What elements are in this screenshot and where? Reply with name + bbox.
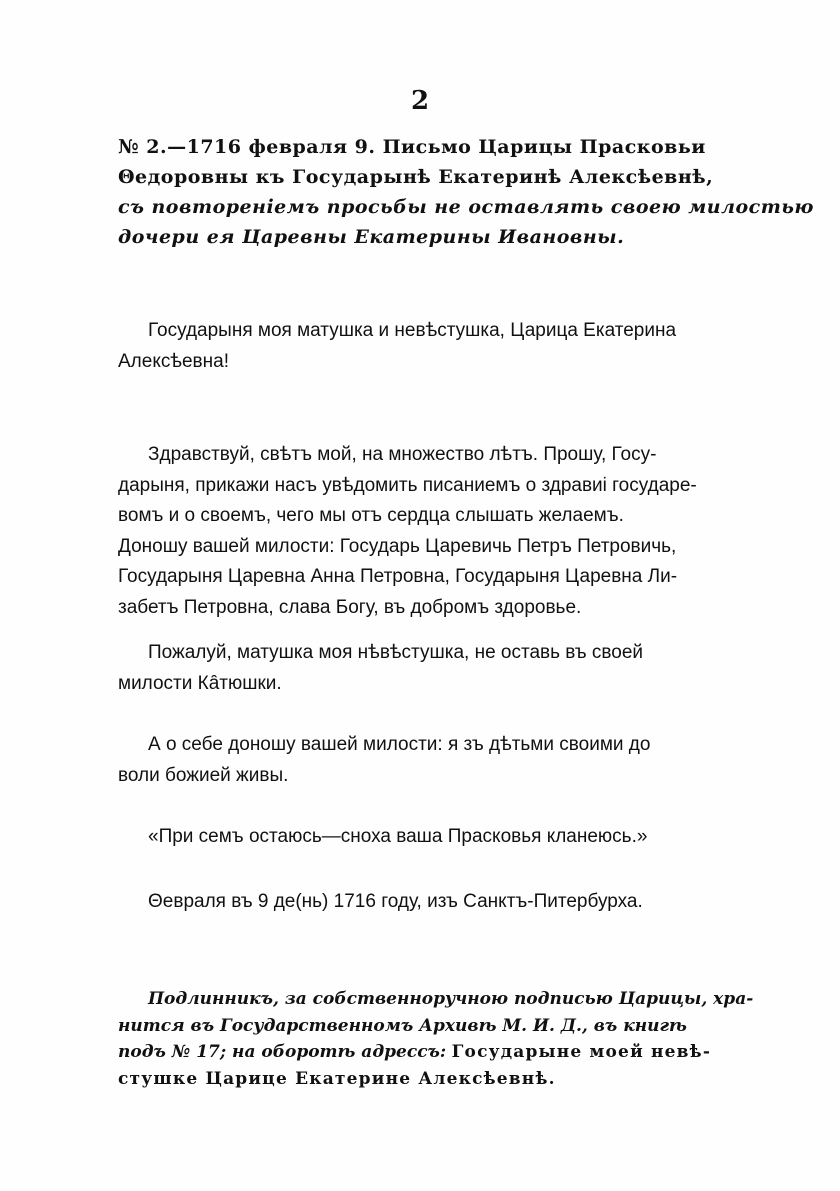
footnote-line-3-address: Государыне моей невѣ- — [451, 1042, 712, 1062]
main-line-4: Доношу вашей милости: Государь Царевичь Петръ Петровичь, — [118, 535, 677, 557]
greeting-paragraph — [118, 316, 678, 377]
main-line-1: Здравствуй, свѣтъ мой, на множество лѣтъ. Прошу, Госу- — [148, 444, 657, 465]
self-paragraph — [118, 730, 678, 791]
request-line-1: Пожалуй, матушка моя нѣвѣстушка, не оставь въ своей — [148, 642, 644, 663]
main-paragraph — [118, 440, 697, 623]
main-line-6: забетъ Петровна, слава Богу, въ добромъ здоровье. — [118, 596, 582, 618]
date-text: Θевраля въ 9 де(нь) 1716 году, изъ Санктъ-Питербурха. — [148, 891, 643, 912]
greeting-line-1: Государыня моя матушка и невѣстушка, Царица Екатерина — [148, 320, 677, 341]
date-line — [118, 887, 678, 918]
footnote-line-2: нится въ Государственномъ Архивѣ М. И. Д., въ книгѣ — [118, 1015, 687, 1036]
closing-quote — [118, 822, 678, 853]
request-line-2: милости Кȃтюшки. — [118, 672, 282, 694]
request-paragraph — [118, 638, 678, 699]
letter-heading — [118, 132, 814, 252]
page-number: 2 — [410, 86, 430, 116]
footnote-line-1: Подлинникъ, за собственноручною подписью Царицы, хра- — [148, 989, 754, 1009]
quote-line: «При семъ остаюсь—сноха ваша Прасковья кланеюсь.» — [148, 826, 648, 847]
main-line-2: дарыня, прикажи насъ увѣдомить писаниемъ о здравиі государе- — [118, 474, 697, 496]
heading-line-4: дочери ея Царевны Екатерины Ивановны. — [118, 226, 625, 248]
footnote-line-4: стушке Царице Екатерине Алексѣевнѣ. — [118, 1068, 556, 1089]
main-line-5: Государыня Царевна Анна Петровна, Государыня Царевна Ли- — [118, 566, 678, 587]
self-line-2: воли божией живы. — [118, 764, 289, 786]
heading-line-3: съ повтореніемъ просьбы не оставлять своею милостью — [118, 196, 814, 218]
footnote-line-3 — [118, 1039, 712, 1066]
heading-line-1: № 2.—1716 февраля 9. Письмо Царицы Прасковьи — [118, 136, 706, 158]
self-line-1: А о себе доношу вашей милости: я зъ дѣтьми своими до — [148, 734, 651, 755]
greeting-line-2: Алексѣевна! — [118, 350, 229, 372]
heading-line-2: Θедоровны къ Государынѣ Екатеринѣ Алексѣевнѣ, — [118, 166, 714, 188]
archival-footnote — [118, 986, 754, 1092]
footnote-line-3-italic: подъ № 17; на оборотѣ адрессъ: — [118, 1042, 447, 1062]
main-line-3: вомъ и о своемъ, чего мы отъ сердца слышать желаемъ. — [118, 505, 624, 526]
